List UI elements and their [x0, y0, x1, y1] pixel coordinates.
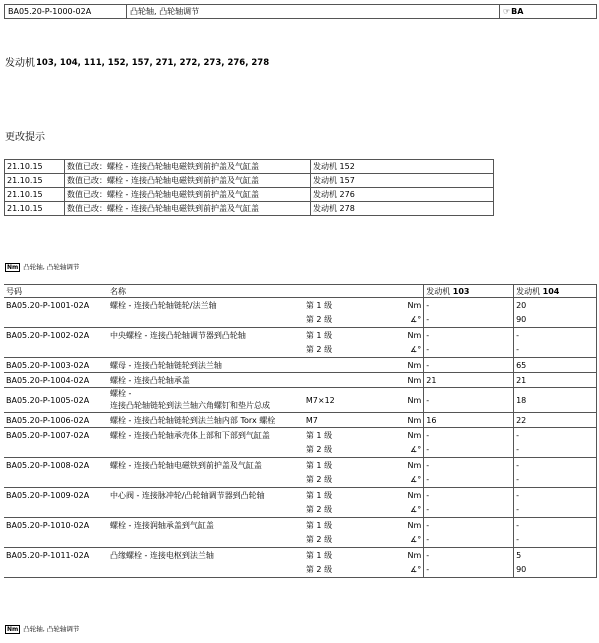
torque-name [108, 518, 304, 533]
torque-level: 第 1 级 [304, 518, 394, 533]
torque-level: 第 2 级 [305, 505, 333, 515]
torque-level [304, 373, 394, 388]
ref-label: BA [511, 7, 524, 16]
torque-value-103: 21 [424, 373, 514, 388]
torque-code-empty [4, 533, 108, 548]
torque-name-text: 螺栓 - 连接润轴承盖到气缸盖 [109, 520, 214, 530]
torque-value-104: 20 [514, 298, 597, 313]
torque-value-104: 21 [514, 373, 597, 388]
change-row [5, 174, 494, 188]
torque-value-103: - [424, 518, 514, 533]
doc-id: BA05.20-P-1000-02A [5, 5, 127, 19]
torque-level: M7 [304, 413, 394, 428]
torque-name-text-2: 连接凸轮轴链轮到法兰轴六角螺钉和垫片总成 [109, 401, 270, 410]
torque-value-103: - [424, 358, 514, 373]
torque-level: 第 2 级 [305, 345, 333, 355]
torque-name [108, 358, 304, 373]
torque-level: 第 2 级 [305, 445, 333, 455]
torque-unit: ∡° [410, 505, 422, 515]
torque-unit: Nm [394, 358, 424, 373]
torque-row [4, 488, 597, 503]
torque-level: 第 2 级 [305, 315, 333, 325]
torque-value-104: - [514, 458, 597, 473]
torque-level: 第 1 级 [304, 298, 394, 313]
torque-row [4, 328, 597, 343]
torque-name-text: 螺栓 - 连接凸轮轴承壳体上部和下部到气缸盖 [109, 430, 270, 440]
torque-value-104: 65 [514, 358, 597, 373]
torque-level: 第 2 级 [305, 535, 333, 545]
torque-name-empty [108, 473, 304, 488]
torque-row [4, 473, 597, 488]
torque-row [4, 548, 597, 563]
torque-value-104: 90 [514, 313, 597, 328]
torque-nm-icon: Nm [7, 263, 19, 271]
torque-value-103: - [424, 388, 514, 413]
torque-value-104: - [514, 473, 597, 488]
torque-name-empty [108, 563, 304, 578]
change-engine: 发动机 278 [311, 202, 494, 216]
change-date: 21.10.15 [5, 160, 65, 174]
torque-name-text: 中心阀 - 连接脉冲轮/凸轮轴调节器到凸轮轴 [109, 490, 265, 500]
torque-header-row [4, 285, 597, 298]
torque-value-103: - [424, 298, 514, 313]
torque-unit: ∡° [410, 445, 422, 455]
torque-unit: ∡° [410, 345, 422, 355]
col-code: 号码 [4, 285, 108, 298]
torque-unit: ∡° [410, 535, 422, 545]
torque-row [4, 413, 597, 428]
change-row [5, 160, 494, 174]
torque-code-empty [4, 313, 108, 328]
torque-level: 第 1 级 [304, 488, 394, 503]
torque-value-104: 18 [514, 388, 597, 413]
change-date: 21.10.15 [5, 174, 65, 188]
torque-value-104: - [514, 488, 597, 503]
document-header [4, 4, 597, 19]
col-name: 名称 [108, 285, 424, 298]
torque-name [108, 388, 304, 413]
torque-unit: ∡° [410, 475, 422, 485]
torque-name [108, 428, 304, 443]
torque-value-104: 90 [514, 563, 597, 578]
torque-value-104: - [514, 328, 597, 343]
change-row [5, 188, 494, 202]
pointing-hand-icon: ☞ [503, 7, 511, 16]
torque-unit: ∡° [410, 315, 422, 325]
torque-code-empty [4, 443, 108, 458]
section-title: 凸轮轴, 凸轮轴调节 [23, 625, 80, 633]
torque-value-103: - [424, 428, 514, 443]
torque-code: BA05.20-P-1006-02A [4, 413, 108, 428]
torque-name-text: 螺栓 - [109, 389, 132, 398]
torque-name-text: 螺栓 - 连接凸轮轴链轮/法兰轴 [109, 300, 217, 310]
torque-row [4, 298, 597, 313]
torque-name-text: 螺母 - 连接凸轮轴链轮到法兰轴 [109, 360, 222, 370]
torque-unit: Nm [394, 488, 424, 503]
torque-value-103: - [424, 328, 514, 343]
torque-name [108, 373, 304, 388]
torque-value-104: 5 [514, 548, 597, 563]
torque-code-empty [4, 563, 108, 578]
torque-nm-icon: Nm [7, 625, 19, 633]
section-heading-2 [5, 624, 79, 634]
torque-row [4, 533, 597, 548]
torque-code-empty [4, 503, 108, 518]
torque-unit: Nm [394, 458, 424, 473]
torque-level: 第 2 级 [305, 475, 333, 485]
change-engine: 发动机 157 [311, 174, 494, 188]
change-date: 21.10.15 [5, 202, 65, 216]
torque-value-104: - [514, 533, 597, 548]
torque-name-text: 凸缘螺栓 - 连接电枢到法兰轴 [109, 550, 214, 560]
torque-name [108, 298, 304, 313]
torque-name-text: 螺栓 - 连接凸轮轴电磁铁到前护盖及气缸盖 [109, 460, 262, 470]
torque-code: BA05.20-P-1010-02A [4, 518, 108, 533]
change-row [5, 202, 494, 216]
torque-row [4, 503, 597, 518]
torque-level: 第 1 级 [304, 548, 394, 563]
torque-value-104: 22 [514, 413, 597, 428]
change-date: 21.10.15 [5, 188, 65, 202]
torque-unit: Nm [394, 428, 424, 443]
section-title: 凸轮轴, 凸轮轴调节 [23, 263, 80, 271]
torque-value-103: - [424, 503, 514, 518]
torque-row [4, 458, 597, 473]
engine-label: 发动机 [5, 58, 35, 69]
torque-name-empty [108, 533, 304, 548]
torque-row [4, 563, 597, 578]
torque-code-empty [4, 473, 108, 488]
ref-link[interactable] [500, 5, 597, 19]
torque-value-104: - [514, 443, 597, 458]
torque-name-empty [108, 503, 304, 518]
torque-level [304, 358, 394, 373]
torque-unit: ∡° [394, 563, 424, 578]
torque-value-103: - [424, 313, 514, 328]
torque-code: BA05.20-P-1005-02A [4, 388, 108, 413]
torque-row [4, 428, 597, 443]
change-engine: 发动机 152 [311, 160, 494, 174]
torque-unit: Nm [394, 388, 424, 413]
change-text: 数值已改：螺栓 - 连接凸轮轴电磁铁到前护盖及气缸盖 [65, 174, 311, 188]
change-text: 数值已改：螺栓 - 连接凸轮轴电磁铁到前护盖及气缸盖 [65, 188, 311, 202]
torque-name [108, 488, 304, 503]
torque-code-empty [4, 343, 108, 358]
torque-name-empty [108, 443, 304, 458]
torque-name-text: 螺栓 - 连接凸轮轴链轮到法兰轴内部 Torx 螺栓 [109, 415, 276, 425]
torque-value-103: 16 [424, 413, 514, 428]
torque-unit: Nm [394, 373, 424, 388]
torque-unit: Nm [394, 298, 424, 313]
torque-name-empty [108, 343, 304, 358]
torque-row [4, 373, 597, 388]
torque-level: 第 2 级 [304, 563, 394, 578]
col-engine-103: 发动机 103 [424, 285, 514, 298]
torque-name [108, 413, 304, 428]
torque-level: 第 1 级 [304, 458, 394, 473]
torque-row [4, 313, 597, 328]
torque-row [4, 443, 597, 458]
section-heading [5, 262, 79, 272]
change-engine: 发动机 276 [311, 188, 494, 202]
torque-value-104: - [514, 343, 597, 358]
torque-name-text: 中央螺栓 - 连接凸轮轴调节器到凸轮轴 [109, 330, 246, 340]
torque-row [4, 388, 597, 413]
change-text: 数值已改：螺栓 - 连接凸轮轴电磁铁到前护盖及气缸盖 [65, 202, 311, 216]
torque-code: BA05.20-P-1003-02A [4, 358, 108, 373]
torque-row [4, 518, 597, 533]
torque-value-103: - [424, 533, 514, 548]
torque-code: BA05.20-P-1011-02A [4, 548, 108, 563]
torque-value-103: - [424, 343, 514, 358]
torque-value-104: - [514, 518, 597, 533]
torque-code: BA05.20-P-1007-02A [4, 428, 108, 443]
torque-code: BA05.20-P-1001-02A [4, 298, 108, 313]
torque-value-103: - [424, 473, 514, 488]
torque-level: 第 1 级 [304, 328, 394, 343]
torque-value-103: - [424, 563, 514, 578]
torque-unit: Nm [394, 328, 424, 343]
torque-name [108, 458, 304, 473]
torque-name-empty [108, 313, 304, 328]
torque-value-104: - [514, 428, 597, 443]
torque-name [108, 548, 304, 563]
torque-unit: Nm [394, 518, 424, 533]
torque-value-103: - [424, 458, 514, 473]
torque-name [108, 328, 304, 343]
torque-value-104: - [514, 503, 597, 518]
torque-name-text: 螺栓 - 连接凸轮轴承盖 [109, 375, 190, 385]
torque-value-103: - [424, 443, 514, 458]
changes-table [4, 159, 494, 216]
torque-unit: Nm [394, 413, 424, 428]
torque-row [4, 358, 597, 373]
torque-value-103: - [424, 548, 514, 563]
torque-unit: Nm [394, 548, 424, 563]
col-engine-104: 发动机 104 [514, 285, 597, 298]
torque-value-103: - [424, 488, 514, 503]
change-text: 数值已改：螺栓 - 连接凸轮轴电磁铁到前护盖及气缸盖 [65, 160, 311, 174]
torque-code: BA05.20-P-1009-02A [4, 488, 108, 503]
torque-code: BA05.20-P-1008-02A [4, 458, 108, 473]
torque-level: M7×12 [304, 388, 394, 413]
torque-row [4, 343, 597, 358]
torque-code: BA05.20-P-1002-02A [4, 328, 108, 343]
engine-models: 103, 104, 111, 152, 157, 271, 272, 273, 276, 278 [36, 58, 270, 68]
torque-code: BA05.20-P-1004-02A [4, 373, 108, 388]
torque-table [4, 284, 597, 578]
changes-title: 更改提示 [5, 132, 45, 143]
doc-title: 凸轮轴, 凸轮轴调节 [127, 5, 500, 19]
torque-level: 第 1 级 [304, 428, 394, 443]
